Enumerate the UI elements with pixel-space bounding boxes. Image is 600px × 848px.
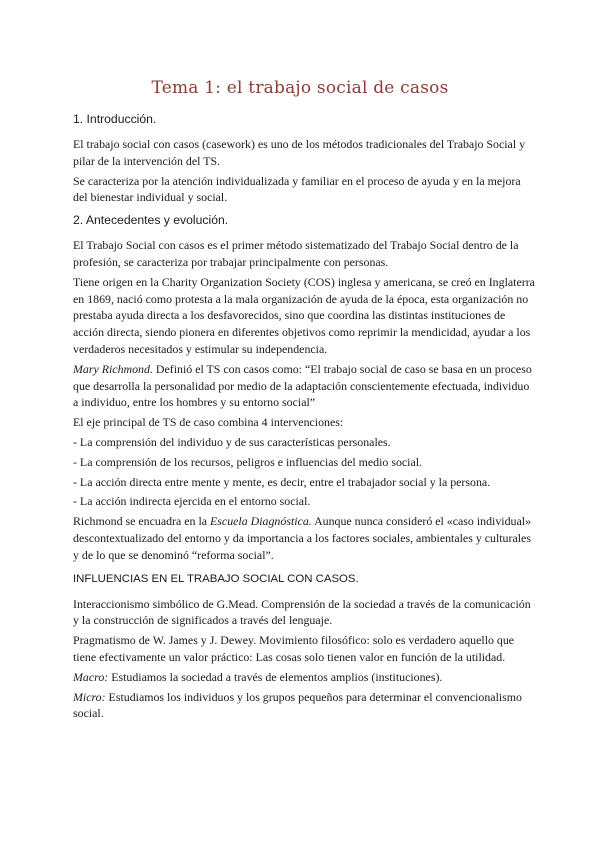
text-fragment: Aunque nunca consideró el «caso individual» descontextualizado del entorno y da importancia a los factores sociales, ambientales y culturales y de lo que se denominó “reforma social”.: [73, 514, 532, 562]
list-item: - La comprensión de los recursos, peligros e influencias del medio social.: [73, 454, 423, 469]
macro-label: Macro:: [73, 669, 109, 684]
document-body: [73, 112, 535, 725]
paragraph-escuela-diagnostica: [73, 513, 535, 563]
paragraph: Tiene origen en la Charity Organization Society (COS) inglesa y americana, se creó en Inglaterra en 1869, nació como protesta a la mala organización de ayuda de la época, esta organización no prestaba ayuda directa a los desfavorecidos, sino que coordina las distintas instituciones de acción directa, siendo pionera en diferentes objetivos como reprimir la mendicidad, ayudar a los verdaderos necesitados y estimular su independencia.: [73, 274, 535, 356]
section-heading-introduccion: 1. Introducción.: [73, 112, 157, 126]
definition-text: Definió el TS con casos como: “El trabajo social de caso se basa en un proceso que desarrolla la personalidad por medio de la adaptación conscientemente efectuada, individuo a individuo, entre los hombres y su entorno social”: [73, 361, 532, 410]
paragraph: Interaccionismo simbólico de G.Mead. Comprensión de la sociedad a través de la comunicación y la construcción de significados a través del lenguaje.: [73, 596, 531, 628]
list-item: - La comprensión del individuo y de sus características personales.: [73, 434, 391, 449]
page-title: Tema 1: el trabajo social de casos: [151, 78, 449, 98]
list-item: - La acción directa entre mente y mente, es decir, entre el trabajador social y la persona.: [73, 474, 491, 489]
text-fragment: Estudiamos los individuos y los grupos pequeños para determinar el convencionalismo social.: [73, 689, 523, 721]
paragraph: El eje principal de TS de caso combina 4 intervenciones:: [73, 415, 344, 430]
list-item: - La acción indirecta ejercida en el entorno social.: [73, 494, 311, 509]
paragraph-macro: [73, 669, 535, 686]
section-heading-antecedentes: 2. Antecedentes y evolución.: [73, 213, 229, 228]
italic-term: Escuela Diagnóstica.: [210, 514, 312, 529]
author-name: Mary Richmond.: [73, 361, 153, 376]
text-fragment: Estudiamos la sociedad a través de elementos amplios (instituciones).: [108, 669, 443, 684]
paragraph: Se caracteriza por la atención individualizada y familiar en el proceso de ayuda y en la mejora del bienestar individual y social.: [73, 173, 521, 205]
paragraph-micro: [73, 689, 535, 723]
paragraph: Pragmatismo de W. James y J. Dewey. Movimiento filosófico: solo es verdadero aquello que tiene efectivamente un valor práctico: Las cosas solo tienen valor en función de la utilidad.: [73, 633, 515, 664]
micro-label: Micro:: [73, 689, 106, 704]
text-fragment: Richmond se encuadra en la: [73, 514, 211, 529]
paragraph-richmond-definition: [73, 361, 535, 411]
paragraph: El trabajo social con casos (casework) es uno de los métodos tradicionales del Trabajo Social y pilar de la intervención del TS.: [73, 137, 526, 168]
paragraph: El Trabajo Social con casos es el primer método sistematizado del Trabajo Social dentro de la profesión, se caracteriza por trabajar principalmente con personas.: [73, 238, 519, 269]
section-heading-influencias: INFLUENCIAS EN EL TRABAJO SOCIAL CON CASOS.: [73, 572, 359, 585]
